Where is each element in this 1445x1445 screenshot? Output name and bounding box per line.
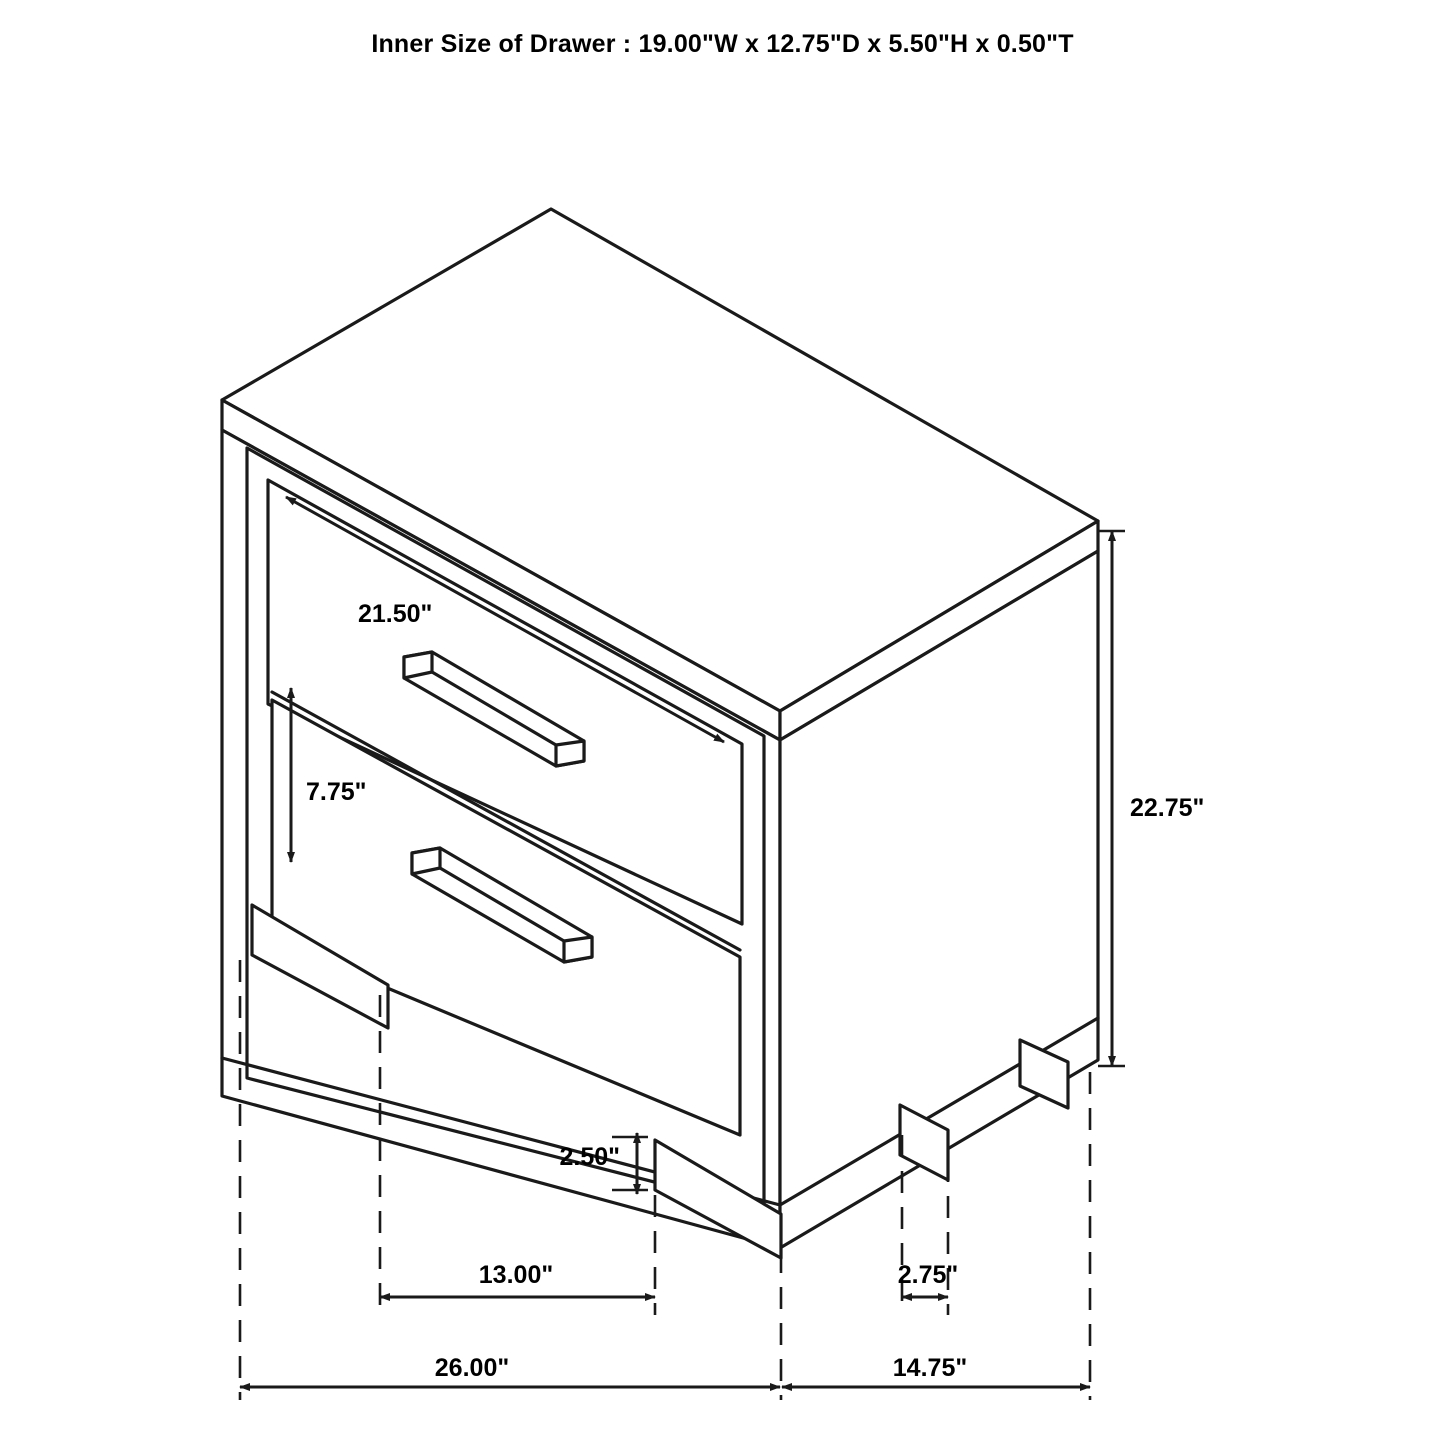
dim-label-26-00: 26.00" (434, 1354, 510, 1382)
dim-label-7-75: 7.75" (306, 778, 367, 806)
nightstand-body (222, 209, 1098, 1258)
dim-label-22-75: 22.75" (1130, 794, 1205, 822)
dim-label-2-75: 2.75" (897, 1261, 959, 1289)
page-title: Inner Size of Drawer : 19.00"W x 12.75"D x 5.50"H x 0.50"T (371, 30, 1074, 58)
dim-label-14-75: 14.75" (892, 1354, 968, 1382)
dim-label-21-50: 21.50" (358, 600, 433, 628)
dim-label-13-00: 13.00" (478, 1261, 554, 1289)
dim-label-2-50: 2.50" (559, 1143, 620, 1171)
